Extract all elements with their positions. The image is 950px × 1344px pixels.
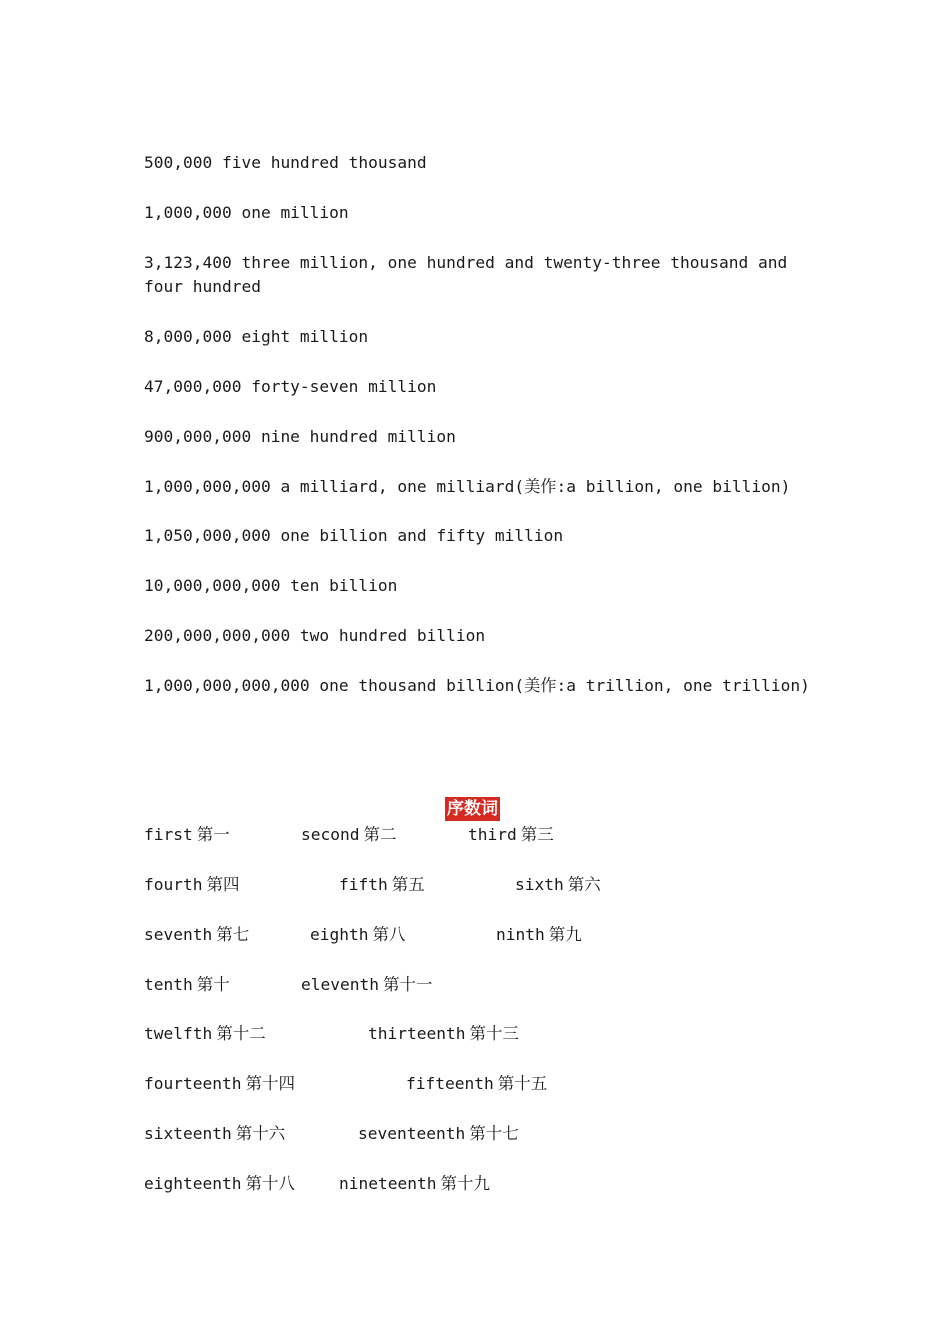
ordinal-entry — [468, 823, 554, 847]
ordinal-english: sixth — [515, 875, 564, 894]
ordinal-english: fifth — [339, 875, 388, 894]
ordinal-chinese: 第三 — [520, 825, 554, 844]
ordinal-chinese: 第八 — [372, 925, 406, 944]
cardinal-line: 8,000,000 eight million — [144, 327, 369, 346]
ordinal-entry — [301, 973, 432, 997]
ordinal-english: seventeenth — [358, 1124, 466, 1143]
ordinal-chinese: 第十九 — [440, 1174, 490, 1193]
ordinal-chinese: 第六 — [567, 875, 601, 894]
ordinal-entry — [144, 1172, 295, 1196]
ordinal-chinese: 第四 — [206, 875, 240, 894]
ordinal-english: third — [468, 825, 517, 844]
ordinal-english: ninth — [496, 925, 545, 944]
ordinal-chinese: 第五 — [391, 875, 425, 894]
ordinal-entry — [144, 1022, 266, 1046]
ordinal-chinese: 第十 — [196, 975, 230, 994]
cardinal-line: 1,000,000,000,000 one thousand billion(美作:a trillion, one trillion) — [144, 676, 810, 695]
ordinal-chinese: 第十六 — [235, 1124, 286, 1143]
ordinal-chinese: 第十二 — [216, 1024, 266, 1043]
ordinal-english: seventh — [144, 925, 213, 944]
ordinal-english: fifteenth — [406, 1074, 494, 1093]
ordinal-chinese: 第十三 — [469, 1024, 519, 1043]
ordinal-english: first — [144, 825, 193, 844]
cardinal-line: 1,000,000,000 a milliard, one milliard(美作:a billion, one billion) — [144, 477, 791, 496]
ordinal-entry — [368, 1022, 519, 1046]
ordinal-english: eighteenth — [144, 1174, 242, 1193]
ordinal-entry — [515, 873, 601, 897]
cardinal-line: 10,000,000,000 ten billion — [144, 576, 398, 595]
cardinal-line: 900,000,000 nine hundred million — [144, 427, 456, 446]
ordinal-entry — [339, 1172, 490, 1196]
ordinal-entry — [406, 1072, 547, 1096]
ordinal-entry — [144, 973, 230, 997]
ordinal-english: eighth — [310, 925, 369, 944]
ordinal-chinese: 第十七 — [469, 1124, 519, 1143]
cardinal-line: 3,123,400 three million, one hundred and twenty-three thousand and four hundred — [144, 253, 797, 296]
ordinal-entry — [310, 923, 405, 947]
ordinal-entry — [144, 1122, 285, 1146]
ordinal-entry — [301, 823, 396, 847]
ordinal-chinese: 第九 — [548, 925, 582, 944]
section-heading-ordinals: 序数词 — [447, 799, 498, 819]
ordinal-chinese: 第十五 — [497, 1074, 548, 1093]
ordinal-english: eleventh — [301, 975, 379, 994]
ordinal-entry — [358, 1122, 519, 1146]
ordinal-entry — [144, 1072, 295, 1096]
cardinal-line: 47,000,000 forty-seven million — [144, 377, 437, 396]
cardinal-line: 200,000,000,000 two hundred billion — [144, 626, 486, 645]
cardinal-line: 1,000,000 one million — [144, 203, 349, 222]
ordinal-entry — [339, 873, 425, 897]
ordinal-entry — [144, 923, 249, 947]
ordinal-english: tenth — [144, 975, 193, 994]
ordinal-entry — [496, 923, 582, 947]
ordinal-chinese: 第十四 — [245, 1074, 295, 1093]
ordinal-chinese: 第十一 — [382, 975, 433, 994]
ordinal-english: second — [301, 825, 360, 844]
ordinal-chinese: 第七 — [216, 925, 250, 944]
ordinal-english: thirteenth — [368, 1024, 466, 1043]
ordinal-entry — [144, 823, 230, 847]
cardinal-line: 500,000 five hundred thousand — [144, 153, 427, 172]
ordinal-english: fourteenth — [144, 1074, 242, 1093]
ordinal-chinese: 第十八 — [245, 1174, 295, 1193]
cardinal-line: 1,050,000,000 one billion and fifty million — [144, 526, 564, 545]
ordinal-chinese: 第一 — [196, 825, 230, 844]
ordinal-chinese: 第二 — [363, 825, 397, 844]
ordinal-english: twelfth — [144, 1024, 213, 1043]
ordinal-english: fourth — [144, 875, 203, 894]
ordinal-entry — [144, 873, 239, 897]
ordinal-english: sixteenth — [144, 1124, 232, 1143]
ordinal-english: nineteenth — [339, 1174, 437, 1193]
